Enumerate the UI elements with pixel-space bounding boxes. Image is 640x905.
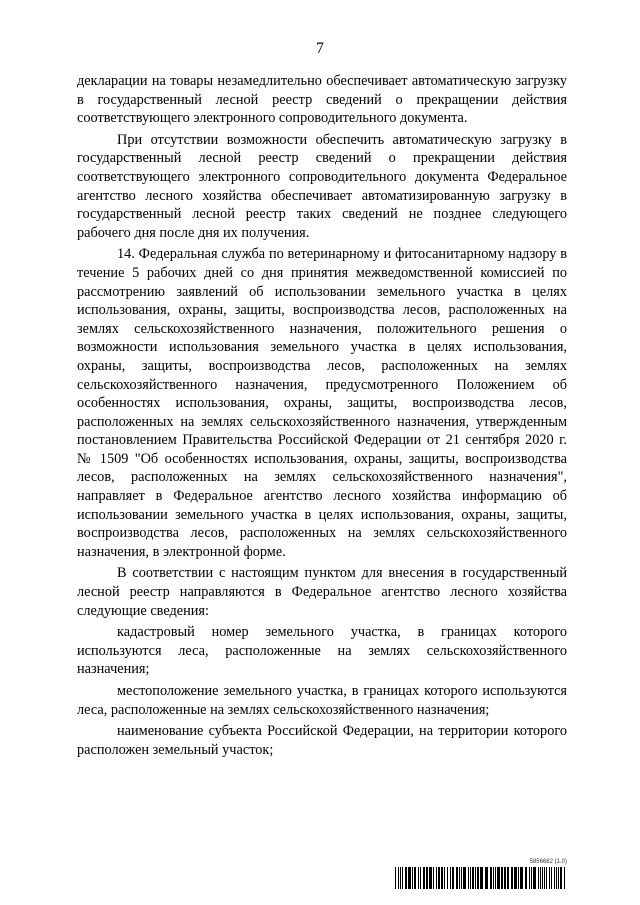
paragraph-6: местоположение земельного участка, в границах которого используются леса, расположенные на землях сельскохозяйственного назначения; <box>77 683 567 718</box>
paragraph-3: 14. Федеральная служба по ветеринарному и фитосанитарному надзору в течение 5 рабочих дней со дня принятия межведомственной комиссией по рассмотрению заявлений об использовании земельного участка в целях использования, охраны, защиты, воспроизводства лесов, расположенных на землях сельскохозяйственного назначения, положительного решения о возможности использования земельного участка в целях использования, охраны, защиты, воспроизводства лесов, расположенных на землях сельскохозяйственного назначения, предусмотренного Положением об особенностях использования, охраны, защиты, воспроизводства лесов, расположенных на землях сельскохозяйственного назначения, утвержденным постановлением Правительства Российской Федерации от 21 сентября 2020 г. № 1509 "Об особенностях использования, охраны, защиты, воспроизводства лесов, расположенных на землях сельскохозяйственного назначения", направляет в Федеральное агентство лесного хозяйства информацию об использовании земельного участка в целях использования, охраны, защиты, воспроизводства лесов, расположенных на землях сельскохозяйственного назначения, в электронной форме. <box>77 246 567 560</box>
paragraph-7: наименование субъекта Российской Федерации, на территории которого расположен земельный участок; <box>77 723 567 758</box>
paragraph-2: При отсутствии возможности обеспечить автоматическую загрузку в государственный лесной реестр сведений о прекращении действия соответствующего электронного сопроводительного документа Федеральное агентство лесного хозяйства обеспечивает автоматизированную загрузку в государственный лесной реестр таких сведений не позднее следующего рабочего дня после дня их получения. <box>77 131 567 241</box>
barcode-label: 5856682 (1.0) <box>529 859 567 865</box>
document-body <box>77 72 567 759</box>
paragraph-5: кадастровый номер земельного участка, в границах которого используются леса, расположенные на землях сельскохозяйственного назначения; <box>77 624 567 678</box>
paragraph-4: В соответствии с настоящим пунктом для внесения в государственный лесной реестр направляются в Федеральное агентство лесного хозяйства следующие сведения: <box>77 565 567 619</box>
page-number: 7 <box>316 40 324 57</box>
barcode-block <box>395 859 567 889</box>
barcode-icon <box>395 867 567 889</box>
paragraph-1: декларации на товары незамедлительно обеспечивает автоматическую загрузку в государственный лесной реестр сведений о прекращении действия соответствующего электронного сопроводительного документа. <box>77 73 567 127</box>
